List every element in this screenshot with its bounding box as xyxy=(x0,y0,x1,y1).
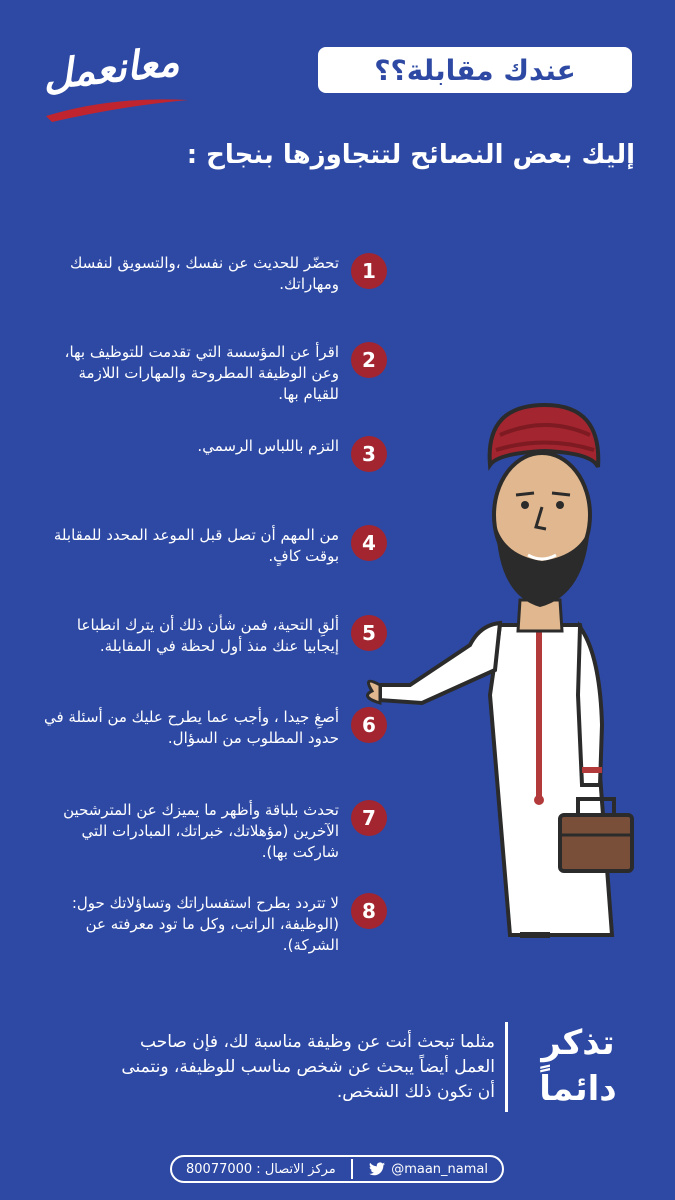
subtitle: إليك بعض النصائح لتتجاوزها بنجاح : xyxy=(186,140,635,170)
divider xyxy=(505,1022,508,1112)
tip-number: 5 xyxy=(351,615,387,651)
tip-item xyxy=(42,525,387,595)
tip-text: التزم باللباس الرسمي. xyxy=(197,437,339,455)
tip-text: اقرأ عن المؤسسة التي تقدمت للتوظيف بها، وعن الوظيفة المطروحة والمهارات اللازمة للقيام بها. xyxy=(64,343,339,403)
twitter-icon xyxy=(369,1162,385,1176)
tip-text: أصغِ جيدا ، وأجب عما يطرح عليك من أسئلة في حدود المطلوب من السؤال. xyxy=(43,708,339,747)
twitter-link[interactable] xyxy=(369,1162,488,1177)
logo-swoosh-icon xyxy=(42,92,192,122)
tip-item xyxy=(42,893,387,963)
tip-item xyxy=(42,615,387,685)
tip-text: تحضّر للحديث عن نفسك ،والتسويق لنفسك ومهاراتك. xyxy=(69,254,339,293)
tip-number: 8 xyxy=(351,893,387,929)
remember-label xyxy=(518,1020,638,1112)
tip-text: ألقِ التحية، فمن شأن ذلك أن يترك انطباعا إيجابيا عنك منذ أول لحظة في المقابلة. xyxy=(76,616,339,655)
logo-text: معانعمل xyxy=(40,38,182,100)
closing-text: مثلما تبحث أنت عن وظيفة مناسبة لك، فإن صاحب العمل أيضاً يبحث عن شخص مناسب للوظيفة، ونتمنى أن تكون ذلك الشخص. xyxy=(121,1032,495,1102)
footer-bar xyxy=(170,1155,504,1183)
tip-text: من المهم أن تصل قبل الموعد المحدد للمقابلة بوقت كافٍ. xyxy=(53,526,339,565)
tip-text: تحدث بلباقة وأظهر ما يميزك عن المترشحين الآخرين (مؤهلاتك، خبراتك، المبادرات التي شاركت بها). xyxy=(63,801,339,861)
title-box xyxy=(318,47,632,93)
remember-line2: دائماً xyxy=(539,1069,617,1109)
remember-line1: تذكر xyxy=(541,1023,615,1063)
tip-item xyxy=(42,253,387,323)
tip-number: 6 xyxy=(351,707,387,743)
tip-item xyxy=(42,342,387,412)
tip-number: 2 xyxy=(351,342,387,378)
footer-separator xyxy=(351,1159,353,1179)
tip-number: 1 xyxy=(351,253,387,289)
tip-item xyxy=(42,800,387,870)
tip-item xyxy=(42,707,387,777)
tip-item xyxy=(42,436,387,506)
logo xyxy=(36,38,186,124)
tip-number: 3 xyxy=(351,436,387,472)
tip-text: لا تتردد بطرح استفساراتك وتساؤلاتك حول: (الوظيفة، الراتب، وكل ما تود معرفته عن الشركة). xyxy=(71,894,339,954)
omani-man-illustration xyxy=(350,395,650,940)
tip-number: 4 xyxy=(351,525,387,561)
twitter-handle: @maan_namal xyxy=(391,1161,488,1177)
page-title: عندك مقابلة؟؟ xyxy=(374,53,576,87)
contact-center: مركز الاتصال : 80077000 xyxy=(186,1161,336,1177)
tip-number: 7 xyxy=(351,800,387,836)
